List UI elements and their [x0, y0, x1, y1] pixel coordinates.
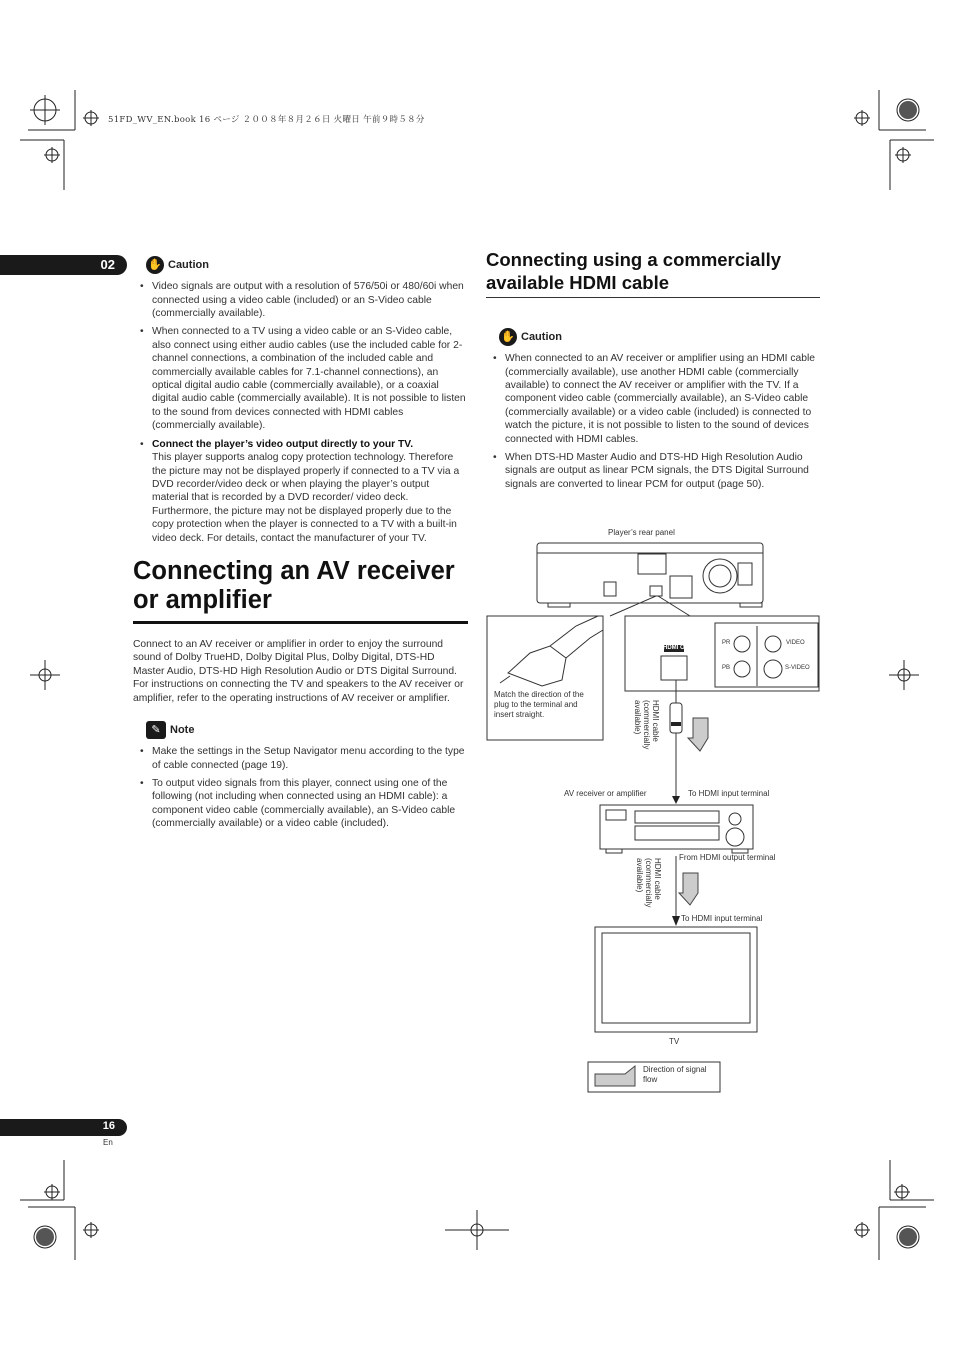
title-rule: [486, 297, 820, 298]
page-number-tab: [0, 1119, 127, 1136]
pr-label: PR: [722, 640, 731, 646]
s-video-label: S-VIDEO: [785, 665, 810, 671]
to-hdmi-input-label-2: To HDMI input terminal: [681, 914, 763, 923]
list-item: [133, 438, 468, 545]
note-title: Note: [170, 723, 195, 736]
list-item: • When DTS-HD Master Audio and DTS-HD High Resolution Audio signals are output as linear PCM signals, the DTS Digital Surround signals are converted to linear PCM for output (page 50).: [486, 451, 820, 491]
av-receiver-label: AV receiver or amplifier: [564, 789, 647, 798]
list-item: • Make the settings in the Setup Navigator menu according to the type of cable connected (page 19).: [133, 745, 468, 772]
section-title-hdmi: Connecting using a commercially available HDMI cable: [486, 249, 782, 293]
note-list: [133, 745, 468, 830]
caution-list: [486, 352, 820, 491]
video-label: VIDEO: [786, 640, 805, 646]
caution-heading: [146, 256, 468, 274]
caution-list: [133, 280, 468, 545]
hdmi-out-label: HDMI OUT: [663, 645, 693, 651]
note-heading: [146, 721, 468, 739]
right-column: [486, 248, 820, 496]
page-number: 16: [102, 1120, 115, 1132]
to-hdmi-input-label-1: To HDMI input terminal: [688, 789, 770, 798]
av-intro-paragraph: Connect to an AV receiver or amplifier in order to enjoy the surround sound of Dolby TrueHD, Dolby Digital Plus, Dolby Digital, DTS-HD Master Audio, DTS-HD High Resolution Audio or DTS Digital Surround. For instructions on connecting the TV and speakers to the AV receiver or amplifier, refer to the operating instructions of AV receiver or amplifier.: [133, 638, 464, 704]
list-item: • Video signals are output with a resolution of 576/50i or 480/60i when connected using a video cable (included) or an S-Video cable (commercially available).: [133, 280, 468, 320]
left-column: [133, 256, 468, 836]
connection-diagram: [480, 538, 840, 1103]
item-bold-lead: Connect the player’s video output directly to your TV.: [152, 438, 414, 450]
item-text: This player supports analog copy protection technology. Therefore the picture may not be displayed properly if connected to a TV via a DVD recorder/video deck or when playing the player’s output material that is recorded by a DVD recorder/ video deck. Furthermore, the picture may not be displayed properly due to the copy protection when the player is connected to a TV with a built-in video deck. For details, contact the manufacturer of your TV.: [152, 452, 460, 544]
hdmi-cable-label-2: HDMI cable (commercially available): [635, 858, 662, 908]
list-item: • When connected to an AV receiver or amplifier using an HDMI cable (commercially available), use another HDMI cable (commercially available) to connect the AV receiver or amplifier with the TV. If a component video cable (commercially available), an S-Video cable (commercially available) or a video cable (included) is connected to watch the picture, it is not possible to listen to the sound of devices connected with HDMI cables.: [486, 352, 820, 446]
hand-caution-icon: ✋: [499, 328, 517, 346]
rear-panel-label: Player’s rear panel: [608, 528, 675, 537]
caution-heading: [499, 328, 820, 346]
caution-title: Caution: [168, 259, 209, 271]
pb-label: PB: [722, 665, 731, 671]
list-item: • To output video signals from this player, connect using one of the following (not including when connected using an HDMI cable): a component video cable (commercially available), an S-Video cable (commercially available) or a video cable (included).: [133, 777, 468, 831]
from-hdmi-output-label: From HDMI output terminal: [679, 853, 776, 862]
hdmi-cable-label-1: HDMI cable (commercially available): [633, 700, 660, 750]
chapter-tab: [0, 255, 127, 275]
language-code: En: [103, 1138, 113, 1147]
chapter-number: 02: [100, 257, 115, 272]
hand-caution-icon: ✋: [146, 256, 164, 274]
plug-direction-note: Match the direction of the plug to the terminal and insert straight.: [494, 690, 584, 719]
title-rule: [133, 621, 468, 624]
signal-flow-legend-label: Direction of signal flow: [643, 1065, 707, 1084]
pencil-note-icon: ✎: [146, 721, 166, 739]
tv-label: TV: [669, 1037, 680, 1046]
caution-title: Caution: [521, 331, 562, 343]
section-title-av-receiver: Connecting an AV receiver or amplifier: [133, 556, 455, 614]
book-file-header: 51FD_WV_EN.book 16 ページ ２００８年８月２６日 火曜日 午前９時５８分: [108, 115, 425, 125]
list-item: • When connected to a TV using a video cable or an S-Video cable, also connect using either audio cables (use the included cable for 2-channel connections, a combination of the included cable and commercially available cables for 7.1-channel connections), an optical digital audio cable (commercially available), or a coaxial digital audio cable (commercially available). It is not possible to listen to the sound from devices connected with HDMI cables (commercially available).: [133, 325, 468, 432]
